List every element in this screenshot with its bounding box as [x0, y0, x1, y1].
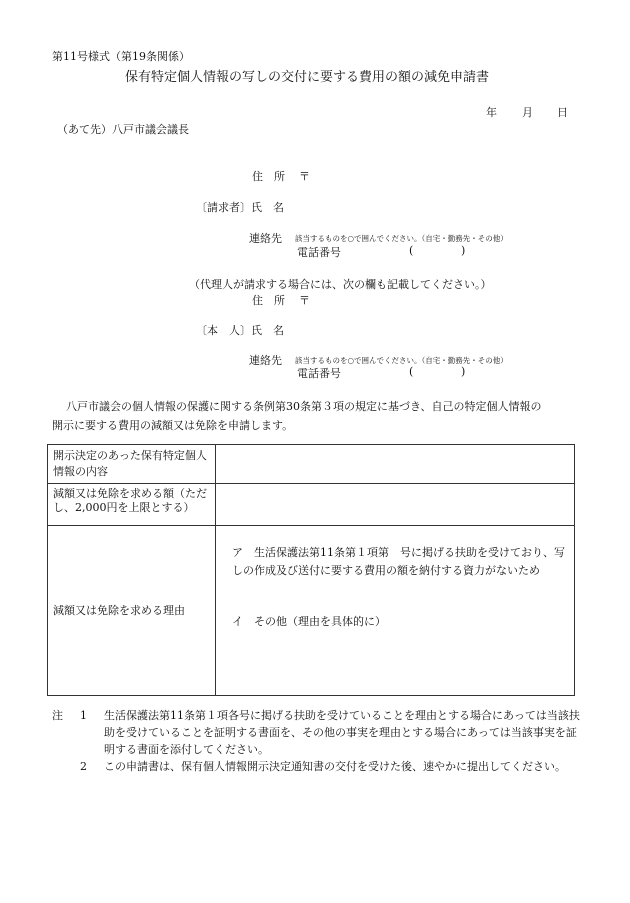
- requester-postal-mark: 〒: [299, 170, 310, 183]
- form-number: 第11号様式（第19条関係）: [52, 50, 190, 63]
- note-2-text: この申請書は、保有個人情報開示決定通知書の交付を受けた後、速やかに提出してください。: [104, 760, 566, 773]
- requester-contact-label: 連絡先: [249, 232, 282, 245]
- addressee: （あて先）八戸市議会議長: [57, 123, 189, 136]
- statement-line-2: 開示に要する費用の減額又は免除を申請します。: [52, 419, 294, 432]
- principal-address-label: 住 所: [252, 294, 285, 307]
- date-year-label: 年: [486, 106, 497, 119]
- note-2: [52, 758, 580, 775]
- note-1: [52, 707, 580, 758]
- agent-note: （代理人が請求する場合には、次の欄も記載してください。）: [189, 278, 492, 291]
- requester-phone-close: ): [461, 244, 466, 257]
- requester-phone-label: 電話番号: [297, 246, 341, 259]
- principal-name-label: 〔本 人〕氏 名: [196, 324, 284, 337]
- note-1-number: 1: [80, 709, 87, 722]
- date-day-label: 日: [557, 106, 568, 119]
- principal-phone-open: (: [409, 365, 414, 378]
- principal-phone-label: 電話番号: [297, 367, 341, 380]
- info-content-field[interactable]: [216, 445, 575, 484]
- requester-address-label: 住 所: [252, 170, 285, 183]
- requester-phone-open: (: [409, 244, 414, 257]
- date-month-label: 月: [522, 106, 533, 119]
- table-row: [48, 484, 575, 526]
- reason-label: 減額又は免除を求める理由: [48, 526, 216, 696]
- application-table: [47, 444, 575, 696]
- table-row: [48, 526, 575, 696]
- page-title: 保有特定個人情報の写しの交付に要する費用の額の減免申請書: [125, 70, 490, 85]
- reason-option-a[interactable]: ア 生活保護法第11条第１項第 号に掲げる扶助を受けており、写しの作成及び送付に要する費用の額を納付する資力がないため: [232, 546, 565, 577]
- notes-prefix: 注: [52, 709, 63, 722]
- amount-field[interactable]: [216, 484, 575, 526]
- amount-label: 減額又は免除を求める額（ただし、2,000円を上限とする）: [48, 484, 216, 526]
- principal-contact-label: 連絡先: [249, 354, 282, 367]
- table-row: [48, 445, 575, 484]
- principal-phone-close: ): [461, 365, 466, 378]
- note-2-number: 2: [80, 760, 87, 773]
- notes-section: [52, 707, 580, 775]
- reason-option-b[interactable]: イ その他（理由を具体的に）: [232, 615, 386, 628]
- principal-postal-mark: 〒: [299, 294, 310, 307]
- requester-name-label: 〔請求者〕氏 名: [196, 201, 284, 214]
- requester-contact-note: 該当するものを○で囲んでください。（自宅・勤務先・その他）: [295, 234, 508, 243]
- note-1-text: 生活保護法第11条第１項各号に掲げる扶助を受けていることを理由とする場合にあっては当該扶助を受けていることを証明する書面を、その他の事実を理由とする場合にあっては当該事実を証明する書面を添付してください。: [104, 709, 580, 756]
- statement-line-1: 八戸市議会の個人情報の保護に関する条例第30条第３項の規定に基づき、自己の特定個人情報の: [66, 400, 542, 413]
- reason-field[interactable]: [216, 526, 575, 696]
- info-content-label: 開示決定のあった保有特定個人情報の内容: [48, 445, 216, 484]
- principal-contact-note: 該当するものを○で囲んでください。（自宅・勤務先・その他）: [295, 356, 508, 365]
